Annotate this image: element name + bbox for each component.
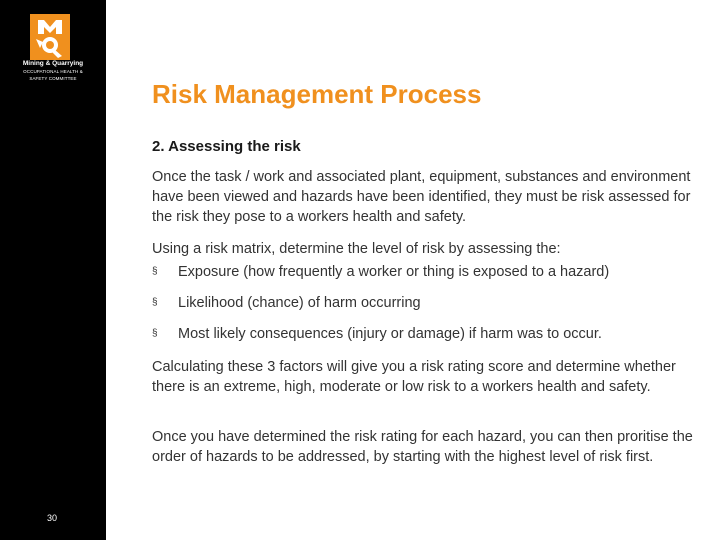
page-number: 30	[47, 513, 58, 523]
list-item-text: Likelihood (chance) of harm occurring	[178, 295, 421, 311]
mq-logo	[0, 0, 106, 86]
logo-text-line1: Mining & Quarrying	[22, 60, 84, 67]
logo-text-line3: SAFETY COMMITTEE	[29, 76, 77, 81]
bullet-icon: §	[152, 266, 158, 277]
bullet-icon: §	[152, 297, 158, 308]
mq-logo-mark-icon	[30, 14, 70, 60]
list-item-text: Most likely consequences (injury or damage) if harm was to occur.	[178, 326, 602, 342]
bullet-icon: §	[152, 328, 158, 339]
slide-title: Risk Management Process	[152, 79, 482, 109]
paragraph-intro: Once the task / work and associated plant, equipment, substances and environment have been viewed and hazards have been identified, they must be risk assessed for the risk they pose to a workers health and safety.	[152, 169, 691, 225]
list-item	[152, 262, 702, 293]
list-item	[152, 293, 702, 324]
paragraph-prioritise: Once you have determined the risk rating for each hazard, you can then proritise the order of hazards to be addressed, by starting with the highest level of risk first.	[152, 429, 693, 465]
list-item	[152, 324, 702, 355]
paragraph-calculating: Calculating these 3 factors will give you a risk rating score and determine whether there is an extreme, high, moderate or low risk to a workers health and safety.	[152, 359, 676, 395]
logo-text-line2: OCCUPATIONAL HEALTH &	[23, 69, 83, 74]
factor-list	[152, 262, 702, 355]
paragraph-matrix: Using a risk matrix, determine the level of risk by assessing the:	[152, 241, 561, 257]
sidebar	[0, 0, 106, 540]
section-heading: 2. Assessing the risk	[152, 138, 301, 155]
list-item-text: Exposure (how frequently a worker or thing is exposed to a hazard)	[178, 264, 610, 280]
